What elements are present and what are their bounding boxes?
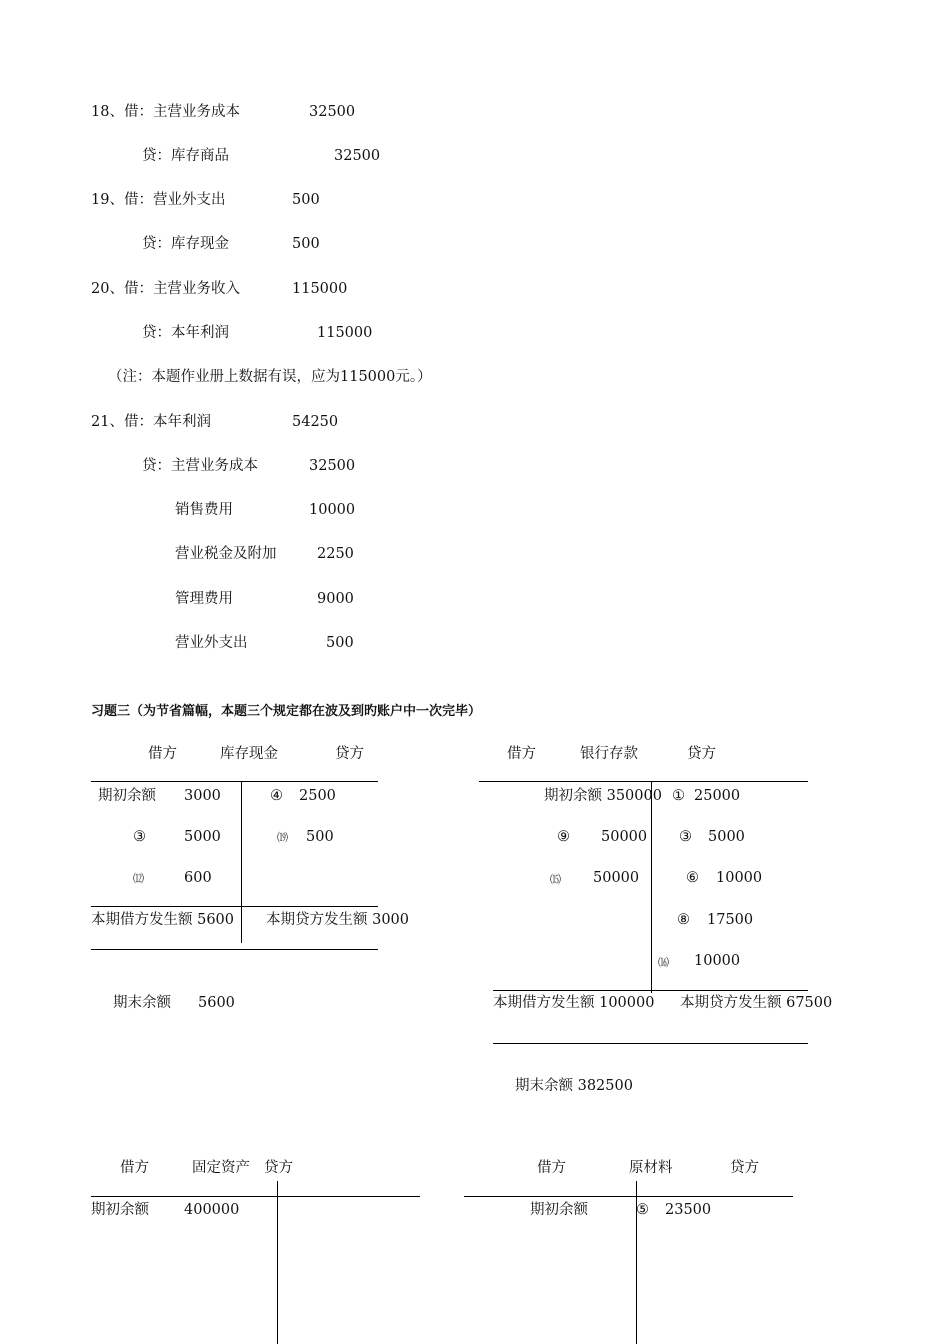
entry19-credit-amount: 500 [292,236,320,252]
entry20-credit-amount: 115000 [317,325,373,341]
cash-debit-total: 本期借方发生额 5600 [91,912,235,928]
bank-credit2-mark: ③ [679,829,692,845]
bank-debit2-mark: ⒂ [550,873,561,886]
cash-debit-header: 借方 [148,746,177,762]
cash-opening-label: 期初余额 [98,788,156,804]
entry21-credit: 贷：主营业务成本 [142,458,258,474]
entry21-credit4-amount: 9000 [317,591,354,607]
cash-debit2-amount: 600 [184,870,212,886]
material-opening-label: 期初余额 [530,1202,588,1218]
entry19-credit: 贷：库存现金 [142,236,229,252]
entry19-debit-amount: 500 [292,192,320,208]
material-credit1-mark: ⑤ [636,1202,649,1218]
material-credit-header: 贷方 [730,1160,759,1176]
cash-mid-line [91,906,378,907]
fixed-opening-label: 期初余额 [91,1202,149,1218]
cash-ending-amount: 5600 [198,995,235,1011]
bank-bottom-line [493,1043,808,1044]
cash-credit1-mark: ④ [270,788,283,804]
bank-debit-header: 借方 [507,746,536,762]
bank-credit3-amount: 10000 [716,870,763,886]
bank-credit1-amount: 25000 [694,788,741,804]
entry18-debit: 18、借：主营业务成本 [91,104,240,120]
cash-account-name: 库存现金 [220,746,278,762]
fixed-top-line [91,1196,420,1197]
entry18-credit-amount: 32500 [334,148,381,164]
bank-credit3-mark: ⑥ [686,870,699,886]
bank-credit1-mark: ① [672,788,685,804]
bank-top-line [479,781,808,782]
cash-ending-label: 期末余额 [113,995,171,1011]
entry21-credit2-amount: 10000 [309,502,356,518]
bank-credit5-mark: ⒃ [658,956,669,969]
entry20-debit: 20、借：主营业务收入 [91,281,240,297]
entry18-credit: 贷：库存商品 [142,148,229,164]
bank-credit4-amount: 17500 [707,912,754,928]
note: （注：本题作业册上数据有误，应为115000元。） [108,369,432,385]
cash-debit2-mark: ⑿ [133,872,144,885]
cash-credit-header: 贷方 [335,746,364,762]
fixed-opening-amount: 400000 [184,1202,240,1218]
cash-opening-amount: 3000 [184,788,221,804]
entry21-credit2: 销售费用 [175,502,233,518]
bank-credit5-amount: 10000 [694,953,741,969]
bank-account-name: 银行存款 [580,746,638,762]
fixed-debit-header: 借方 [120,1160,149,1176]
bank-credit4-mark: ⑧ [677,912,690,928]
material-credit1-amount: 23500 [665,1202,712,1218]
material-account-name: 原材料 [629,1160,673,1176]
entry20-debit-amount: 115000 [292,281,348,297]
fixed-account-name: 固定资产 [192,1160,250,1176]
bank-debit2-amount: 50000 [593,870,640,886]
entry21-debit-amount: 54250 [292,414,339,430]
entry19-debit: 19、借：营业外支出 [91,192,226,208]
material-debit-header: 借方 [537,1160,566,1176]
bank-debit-total: 本期借方发生额 100000 [493,995,655,1011]
entry21-debit: 21、借：本年利润 [91,414,211,430]
cash-credit2-amount: 500 [306,829,334,845]
entry21-credit-amount: 32500 [309,458,356,474]
entry18-debit-amount: 32500 [309,104,356,120]
bank-opening: 期初余额 350000 [544,788,662,804]
fixed-divider [277,1181,278,1344]
bank-credit-total: 本期贷方发生额 67500 [680,995,833,1011]
entry21-credit4: 管理费用 [175,591,233,607]
bank-divider [651,781,652,993]
fixed-credit-header: 贷方 [264,1160,293,1176]
cash-credit1-amount: 2500 [299,788,336,804]
cash-debit1-mark: ③ [133,829,146,845]
bank-credit-header: 贷方 [687,746,716,762]
cash-top-line [91,781,378,782]
bank-mid-line [493,990,808,991]
bank-debit1-amount: 50000 [601,829,648,845]
exercise3-title: 习题三（为节省篇幅，本题三个规定都在波及到旳账户中一次完毕） [91,704,482,719]
entry21-credit3: 营业税金及附加 [175,546,277,562]
bank-debit1-mark: ⑨ [557,829,570,845]
cash-credit-total: 本期贷方发生额 3000 [266,912,410,928]
cash-debit1-amount: 5000 [184,829,221,845]
entry21-credit3-amount: 2250 [317,546,354,562]
entry21-credit5: 营业外支出 [175,635,248,651]
cash-credit2-mark: ⒆ [277,831,288,844]
entry21-credit5-amount: 500 [326,635,354,651]
bank-credit2-amount: 5000 [708,829,745,845]
bank-ending: 期末余额 382500 [515,1078,633,1094]
material-top-line [464,1196,793,1197]
entry20-credit: 贷：本年利润 [142,325,229,341]
cash-bottom-line [91,949,378,950]
cash-divider [241,781,242,943]
